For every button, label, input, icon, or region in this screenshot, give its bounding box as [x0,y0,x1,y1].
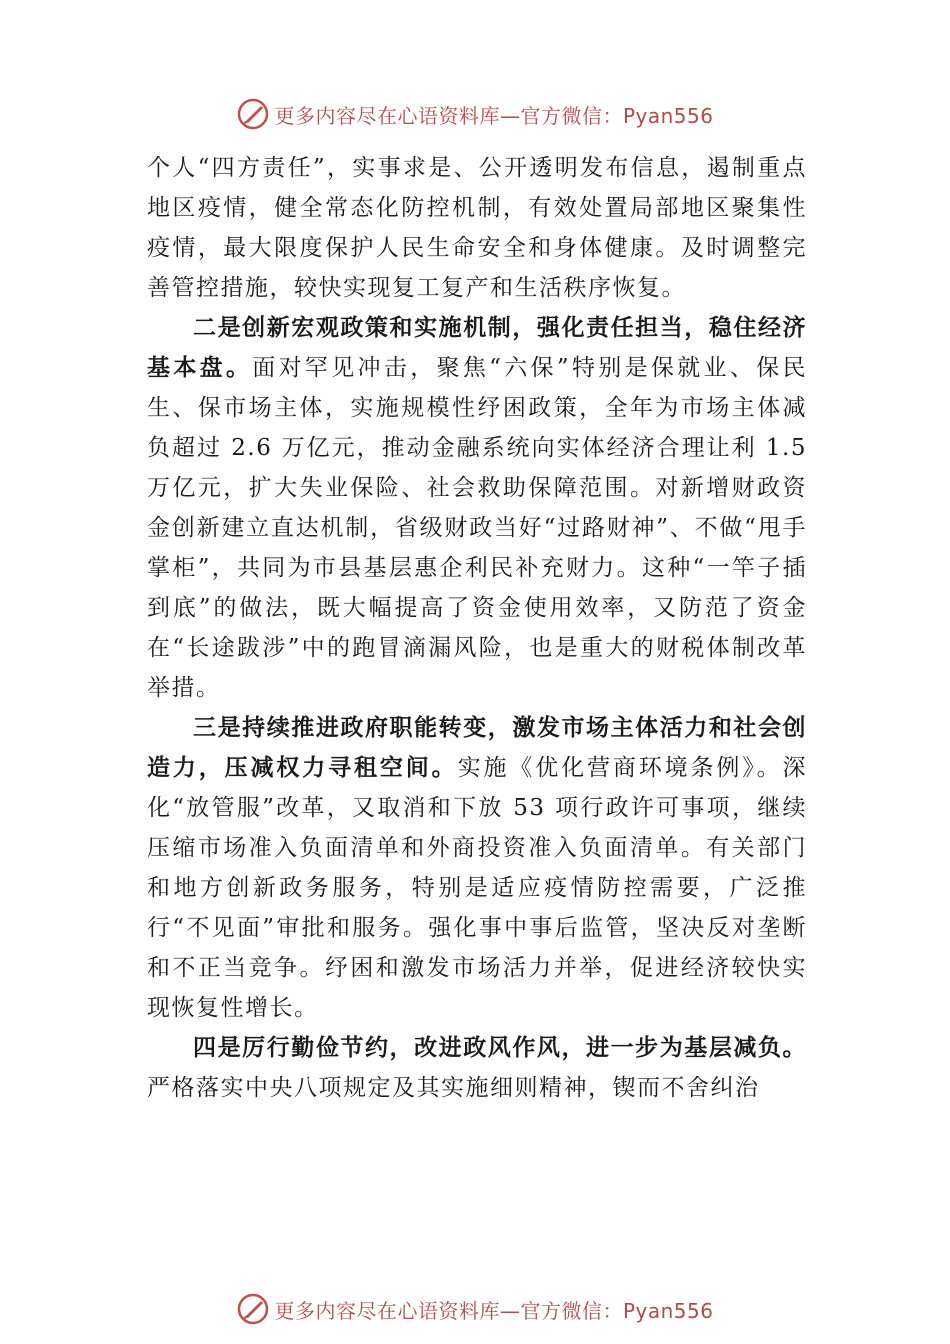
paragraph-3-heading: 三是持续推进政府职能转变，激发市场主体活力和社会创造力，压减权力寻租空间。 [147,714,807,781]
quill-seal-logo-icon [236,1292,270,1326]
header-banner-text: 更多内容尽在心语资料库—官方微信：Pyan556 [274,103,714,128]
paragraph-3 [147,708,807,1028]
quill-seal-logo-icon [236,97,270,131]
paragraph-2-text: 面对罕见冲击，聚焦“六保”特别是保就业、保民生、保市场主体，实施规模性纾困政策，全年为市场主体减负超过 2.6 万亿元，推动金融系统向实体经济合理让利 1.5 万亿元，扩大失业保险、社会救助保障范围。对新增财政资金创新建立直达机制，省级财政当好“过路财神”、不做“甩手掌柜”，共同为市县基层惠企利民补充财力。这种“一竿子插到底”的做法，既大幅提高了资金使用效率，又防范了资金在“长途跋涉”中的跑冒滴漏风险，也是重大的财税体制改革举措。 [147,355,807,701]
paragraph-2-heading: 二是创新宏观政策和实施机制，强化责任担当，稳住经济基本盘。 [147,314,807,381]
paragraph-1: 个人“四方责任”，实事求是、公开透明发布信息，遏制重点地区疫情，健全常态化防控机制，有效处置局部地区聚集性疫情，最大限度保护人民生命安全和身体健康。及时调整完善管控措施，较快实现复工复产和生活秩序恢复。 [147,155,807,301]
paragraph-3-text: 实施《优化营商环境条例》。深化“放管服”改革，又取消和下放 53 项行政许可事项，继续压缩市场准入负面清单和外商投资准入负面清单。有关部门和地方创新政务服务，特别是适应疫情防控需要，广泛推行“不见面”审批和服务。强化事中事后监管，坚决反对垄断和不正当竞争。纾困和激发市场活力并举，促进经济较快实现恢复性增长。 [147,755,808,1021]
paragraph-4-heading: 四是厉行勤俭节约，改进政风作风，进一步为基层减负。 [193,1034,807,1061]
header-banner [0,94,950,134]
footer-banner [0,1289,950,1329]
document-body [147,148,807,1108]
paragraph-4 [147,1028,807,1108]
paragraph-4-text: 严格落实中央八项规定及其实施细则精神，锲而不舍纠治 [147,1075,760,1101]
footer-banner-text: 更多内容尽在心语资料库—官方微信：Pyan556 [274,1298,714,1323]
paragraph-2 [147,308,807,708]
